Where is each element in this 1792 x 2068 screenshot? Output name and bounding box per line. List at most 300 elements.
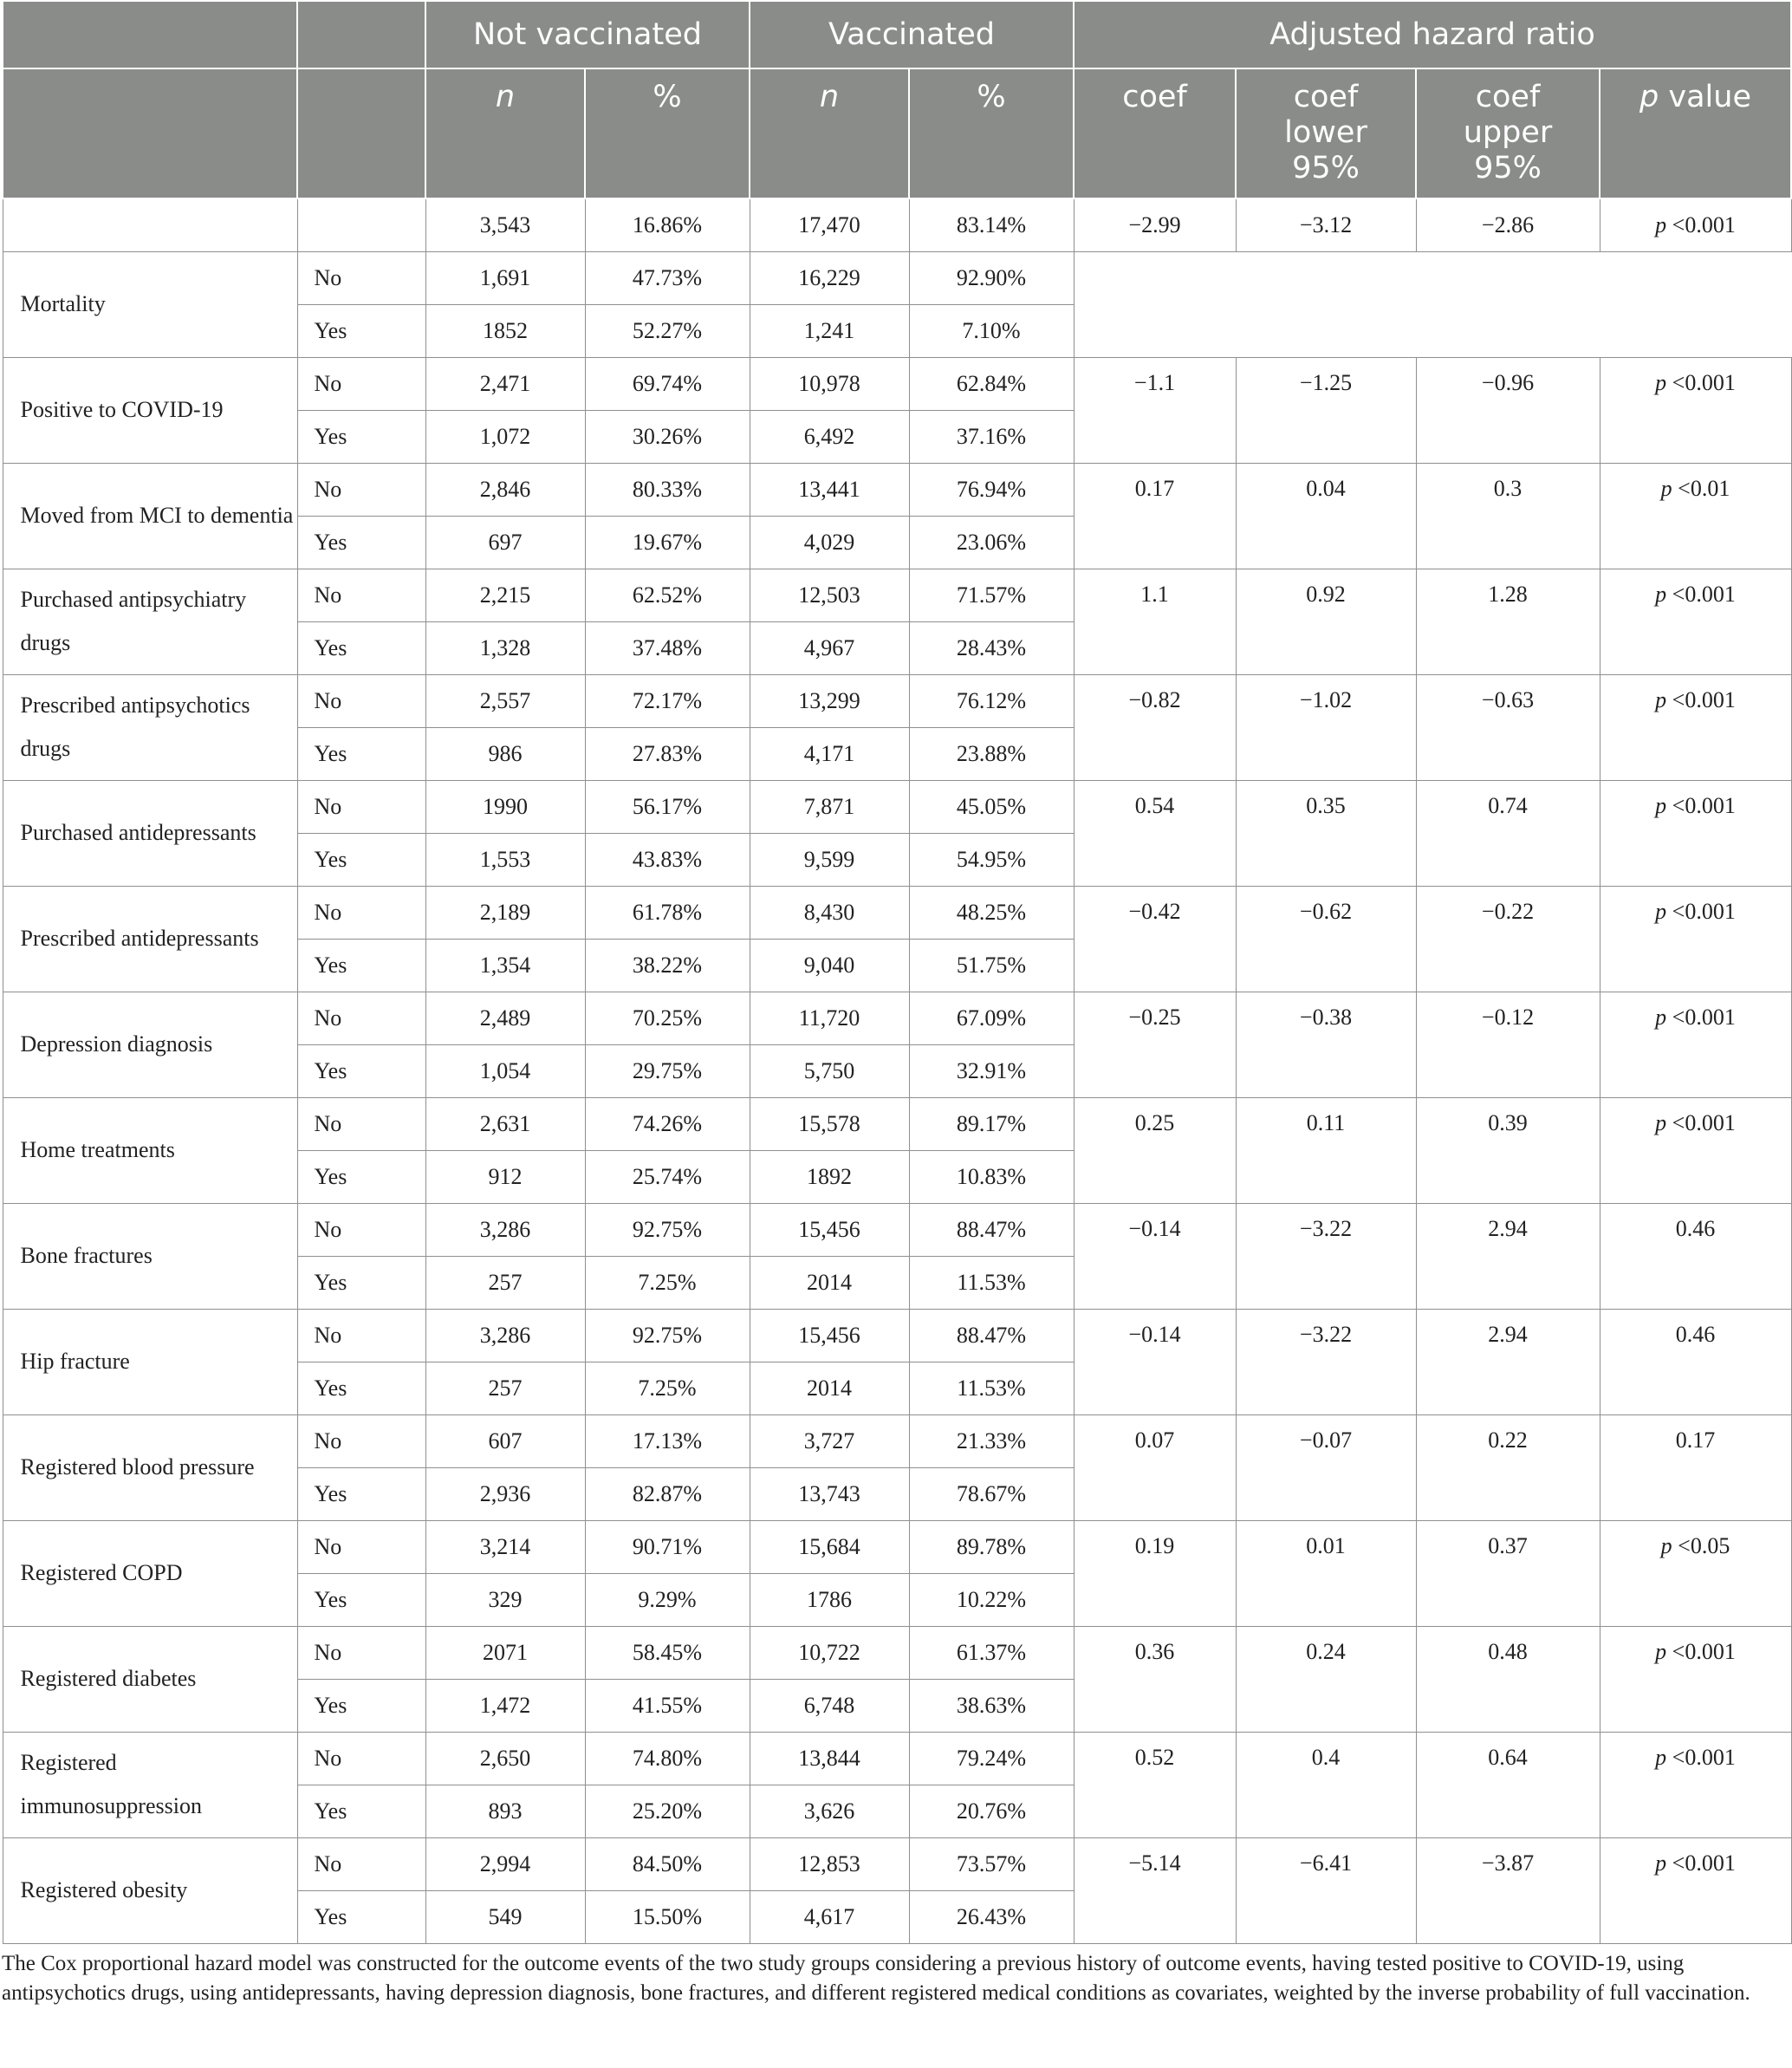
cell-v-pct: 7.10%: [909, 304, 1074, 357]
cell-yes-no: No: [297, 1203, 425, 1256]
cell-nv-pct: 74.80%: [585, 1732, 750, 1785]
cell-yes-no: Yes: [297, 1573, 425, 1626]
row-label: Registered diabetes: [3, 1626, 297, 1732]
cell-yes-no: No: [297, 674, 425, 727]
cell-yes-no: Yes: [297, 304, 425, 357]
cell-coef: −0.42: [1074, 886, 1236, 992]
cell-v-n: 15,456: [750, 1309, 909, 1362]
cell-v-n: 4,171: [750, 727, 909, 780]
header-nv-n: [425, 68, 585, 198]
table-row: [3, 1097, 1791, 1150]
cell-yes-no: No: [297, 463, 425, 516]
header-coef-lower: [1236, 68, 1416, 198]
cell-yes-no: No: [297, 1837, 425, 1890]
cell-yes-no: Yes: [297, 939, 425, 992]
cell-v-n: 15,456: [750, 1203, 909, 1256]
cell-v-n: 15,578: [750, 1097, 909, 1150]
header-nv-pct: %: [585, 68, 750, 198]
cell-nv-pct: 80.33%: [585, 463, 750, 516]
cell-v-pct: 76.12%: [909, 674, 1074, 727]
cell-v-n: 13,743: [750, 1467, 909, 1520]
row-label: Purchased antidepressants: [3, 780, 297, 886]
table-row: [3, 251, 1791, 304]
cell-coef-upper: 0.48: [1416, 1626, 1600, 1732]
cell-yes-no: No: [297, 1309, 425, 1362]
p-prefix: p: [1655, 581, 1667, 607]
cell-v-n: 6,492: [750, 410, 909, 463]
cell-nv-n: 2071: [425, 1626, 585, 1679]
p-prefix: p: [1655, 686, 1667, 712]
header-blank: [3, 1, 297, 68]
cell-yes-no: Yes: [297, 410, 425, 463]
cell-yes-no: No: [297, 1520, 425, 1573]
cell-nv-pct: 30.26%: [585, 410, 750, 463]
header-coef-upper-line1: coef: [1475, 80, 1541, 114]
cell-yes-no: Yes: [297, 516, 425, 569]
cell-nv-pct: 82.87%: [585, 1467, 750, 1520]
cell-v-pct: 38.63%: [909, 1679, 1074, 1732]
row-label: Registered obesity: [3, 1837, 297, 1943]
cell-coef-upper: 0.64: [1416, 1732, 1600, 1837]
cell-v-n: 15,684: [750, 1520, 909, 1573]
cell-v-n: 1,241: [750, 304, 909, 357]
cell-p-value: [1600, 1097, 1791, 1203]
cell-coef-upper: −0.12: [1416, 992, 1600, 1097]
cell-nv-pct: 25.20%: [585, 1785, 750, 1837]
cell-nv-pct: 16.86%: [585, 198, 750, 251]
cell-coef-upper: 0.74: [1416, 780, 1600, 886]
header-coef: coef: [1074, 68, 1236, 198]
cell-v-n: 9,040: [750, 939, 909, 992]
cell-yes-no: Yes: [297, 1256, 425, 1309]
cell-v-n: 6,748: [750, 1679, 909, 1732]
cell-v-pct: 23.88%: [909, 727, 1074, 780]
table-row: [3, 674, 1791, 727]
row-label: Depression diagnosis: [3, 992, 297, 1097]
row-label: Positive to COVID-19: [3, 357, 297, 463]
table-row: [3, 1414, 1791, 1467]
cell-nv-pct: 41.55%: [585, 1679, 750, 1732]
cell-coef-lower: −0.62: [1236, 886, 1416, 992]
cell-nv-n: 607: [425, 1414, 585, 1467]
p-value-text: <0.001: [1672, 686, 1736, 712]
cell-nv-n: 257: [425, 1362, 585, 1414]
table-header: [3, 1, 1791, 198]
p-value-text: <0.001: [1672, 211, 1736, 237]
cell-nv-n: 2,489: [425, 992, 585, 1044]
row-label: Registered COPD: [3, 1520, 297, 1626]
table-row: [3, 357, 1791, 410]
cell-coef-lower: 0.04: [1236, 463, 1416, 569]
cell-p-value: [1600, 357, 1791, 463]
p-value-text: <0.001: [1672, 369, 1736, 395]
cell-coef-upper: −0.96: [1416, 357, 1600, 463]
cell-nv-n: 1,328: [425, 621, 585, 674]
table-footnote: The Cox proportional hazard model was constructed for the outcome events of the two study groups considering a previous history of outcome events, having tested positive to COVID-19, using antipsychotics drugs, using antidepressants, having depression diagnosis, bone fractures, and different registered medical conditions as covariates, weighted by the inverse probability of full vaccination.: [2, 1952, 1750, 2005]
table-row: [3, 886, 1791, 939]
cell-v-pct: 11.53%: [909, 1362, 1074, 1414]
cell-coef-upper: −0.22: [1416, 886, 1600, 992]
table-row: [3, 1837, 1791, 1890]
cell-nv-n: 697: [425, 516, 585, 569]
header-coef-upper-line3: 95%: [1474, 151, 1542, 185]
cell-v-n: 13,299: [750, 674, 909, 727]
cell-v-pct: 79.24%: [909, 1732, 1074, 1785]
cell-coef: −0.82: [1074, 674, 1236, 780]
p-value-text: <0.001: [1672, 1004, 1736, 1030]
cell-nv-pct: 7.25%: [585, 1256, 750, 1309]
cell-yes-no: Yes: [297, 1890, 425, 1943]
cell-nv-pct: 72.17%: [585, 674, 750, 727]
cell-coef: −0.14: [1074, 1309, 1236, 1414]
cell-v-n: 8,430: [750, 886, 909, 939]
p-value-text: <0.01: [1678, 475, 1730, 501]
cell-nv-n: 2,471: [425, 357, 585, 410]
cell-nv-pct: 61.78%: [585, 886, 750, 939]
header-coef-lower-line2: lower: [1284, 115, 1367, 150]
cell-nv-n: 1,054: [425, 1044, 585, 1097]
cell-p-value: [1600, 1309, 1791, 1414]
cell-v-pct: 20.76%: [909, 1785, 1074, 1837]
table-row: [3, 1520, 1791, 1573]
header-p-rest: value: [1659, 80, 1751, 114]
header-v-n: [750, 68, 909, 198]
cell-nv-pct: 52.27%: [585, 304, 750, 357]
p-value-text: <0.001: [1672, 1850, 1736, 1876]
cell-coef-upper: 1.28: [1416, 569, 1600, 674]
cell-coef-lower: 0.11: [1236, 1097, 1416, 1203]
cell-blank: [3, 198, 297, 251]
row-label: Registered immunosuppression: [3, 1732, 297, 1837]
cell-p-value: [1600, 992, 1791, 1097]
table-row: [3, 569, 1791, 621]
cell-coef-upper: 2.94: [1416, 1309, 1600, 1414]
cell-nv-n: 2,994: [425, 1837, 585, 1890]
header-not-vaccinated: Not vaccinated: [425, 1, 750, 68]
cell-p-value: [1600, 569, 1791, 674]
cell-v-pct: 32.91%: [909, 1044, 1074, 1097]
cell-nv-n: 2,936: [425, 1467, 585, 1520]
cell-yes-no: No: [297, 1097, 425, 1150]
cell-yes-no: Yes: [297, 727, 425, 780]
table-row: [3, 1732, 1791, 1785]
header-blank: [297, 68, 425, 198]
table-row: [3, 780, 1791, 833]
p-value-text: 0.46: [1675, 1321, 1716, 1347]
cell-coef: 0.25: [1074, 1097, 1236, 1203]
cell-v-pct: 88.47%: [909, 1309, 1074, 1362]
cell-nv-pct: 56.17%: [585, 780, 750, 833]
cell-v-pct: 67.09%: [909, 992, 1074, 1044]
header-coef-lower-line1: coef: [1293, 80, 1359, 114]
cell-yes-no: Yes: [297, 1679, 425, 1732]
row-label: Moved from MCI to dementia: [3, 463, 297, 569]
cell-yes-no: No: [297, 1626, 425, 1679]
cell-yes-no: Yes: [297, 1467, 425, 1520]
p-prefix: p: [1655, 369, 1667, 395]
cell-nv-pct: 27.83%: [585, 727, 750, 780]
cell-nv-pct: 9.29%: [585, 1573, 750, 1626]
cell-v-pct: 51.75%: [909, 939, 1074, 992]
cell-coef-lower: 0.35: [1236, 780, 1416, 886]
cell-nv-n: 2,650: [425, 1732, 585, 1785]
cell-nv-pct: 43.83%: [585, 833, 750, 886]
header-n-text: n: [819, 80, 840, 114]
header-blank: [297, 1, 425, 68]
p-value-text: 0.46: [1675, 1215, 1716, 1241]
row-label: Mortality: [3, 251, 297, 357]
row-label: Hip fracture: [3, 1309, 297, 1414]
p-prefix: p: [1655, 1850, 1667, 1876]
p-value-text: <0.001: [1672, 792, 1736, 818]
p-prefix: p: [1660, 475, 1672, 501]
cell-coef-lower: 0.24: [1236, 1626, 1416, 1732]
cell-v-pct: 83.14%: [909, 198, 1074, 251]
cell-nv-n: 2,215: [425, 569, 585, 621]
row-label: Prescribed antipsychotics drugs: [3, 674, 297, 780]
cell-v-pct: 73.57%: [909, 1837, 1074, 1890]
cell-coef: 0.54: [1074, 780, 1236, 886]
cell-nv-n: 1,553: [425, 833, 585, 886]
cell-v-pct: 48.25%: [909, 886, 1074, 939]
cell-v-n: 3,626: [750, 1785, 909, 1837]
cell-v-pct: 54.95%: [909, 833, 1074, 886]
cell-coef-lower: −0.07: [1236, 1414, 1416, 1520]
p-value-text: <0.001: [1672, 898, 1736, 924]
row-label: Prescribed antidepressants: [3, 886, 297, 992]
cell-coef-lower: 0.01: [1236, 1520, 1416, 1626]
cell-yes-no: Yes: [297, 1785, 425, 1837]
cell-coef: −0.14: [1074, 1203, 1236, 1309]
p-prefix: p: [1655, 211, 1667, 237]
cell-coef: 0.19: [1074, 1520, 1236, 1626]
cell-nv-pct: 92.75%: [585, 1203, 750, 1256]
header-vaccinated: Vaccinated: [750, 1, 1074, 68]
cell-v-n: 17,470: [750, 198, 909, 251]
cell-p-value: [1600, 1203, 1791, 1309]
cell-nv-pct: 7.25%: [585, 1362, 750, 1414]
cell-p-value: [1600, 463, 1791, 569]
cell-hazard-empty: [1074, 251, 1791, 357]
cell-coef-lower: −3.22: [1236, 1203, 1416, 1309]
hazard-ratio-table: [2, 0, 1792, 1944]
header-coef-upper: [1416, 68, 1600, 198]
cell-coef-upper: 0.39: [1416, 1097, 1600, 1203]
table-row: [3, 1626, 1791, 1679]
cell-p-value: [1600, 1414, 1791, 1520]
cell-v-pct: 45.05%: [909, 780, 1074, 833]
p-value-text: <0.001: [1672, 1109, 1736, 1135]
cell-coef: 1.1: [1074, 569, 1236, 674]
p-prefix: p: [1655, 1004, 1667, 1030]
p-prefix: p: [1660, 1532, 1672, 1558]
cell-nv-n: 1,354: [425, 939, 585, 992]
cell-nv-pct: 58.45%: [585, 1626, 750, 1679]
cell-yes-no: No: [297, 1732, 425, 1785]
cell-coef-upper: −0.63: [1416, 674, 1600, 780]
cell-p-value: [1600, 674, 1791, 780]
p-prefix: p: [1655, 898, 1667, 924]
cell-v-n: 12,503: [750, 569, 909, 621]
cell-v-pct: 10.22%: [909, 1573, 1074, 1626]
p-value-text: <0.001: [1672, 1744, 1736, 1770]
row-label: Bone fractures: [3, 1203, 297, 1309]
cell-yes-no: No: [297, 780, 425, 833]
cell-nv-n: 549: [425, 1890, 585, 1943]
cell-v-n: 5,750: [750, 1044, 909, 1097]
header-v-pct: %: [909, 68, 1074, 198]
cell-v-n: 10,722: [750, 1626, 909, 1679]
table-body: [3, 198, 1791, 1943]
cell-v-pct: 37.16%: [909, 410, 1074, 463]
table-row: [3, 1309, 1791, 1362]
cell-coef: 0.07: [1074, 1414, 1236, 1520]
cell-yes-no: No: [297, 992, 425, 1044]
row-label: Registered blood pressure: [3, 1414, 297, 1520]
cell-coef-upper: 2.94: [1416, 1203, 1600, 1309]
cell-v-n: 1786: [750, 1573, 909, 1626]
cell-v-n: 13,441: [750, 463, 909, 516]
cell-v-n: 2014: [750, 1256, 909, 1309]
cell-yes-no: No: [297, 251, 425, 304]
p-prefix: p: [1655, 1109, 1667, 1135]
cell-v-n: 4,029: [750, 516, 909, 569]
cell-v-n: 3,727: [750, 1414, 909, 1467]
table-row: [3, 992, 1791, 1044]
cell-nv-n: 257: [425, 1256, 585, 1309]
header-n-text: n: [495, 80, 516, 114]
cell-nv-n: 1,072: [425, 410, 585, 463]
cell-v-pct: 88.47%: [909, 1203, 1074, 1256]
cell-nv-pct: 19.67%: [585, 516, 750, 569]
p-value-text: <0.05: [1678, 1532, 1730, 1558]
cell-coef: −0.25: [1074, 992, 1236, 1097]
cell-yes-no: No: [297, 1414, 425, 1467]
cell-coef-upper: −3.87: [1416, 1837, 1600, 1943]
cell-v-n: 7,871: [750, 780, 909, 833]
cell-v-n: 12,853: [750, 1837, 909, 1890]
p-prefix: p: [1655, 792, 1667, 818]
p-prefix: p: [1655, 1744, 1667, 1770]
cell-yes-no: No: [297, 569, 425, 621]
cell-coef: −5.14: [1074, 1837, 1236, 1943]
cell-yes-no: No: [297, 357, 425, 410]
cell-coef-lower: −1.02: [1236, 674, 1416, 780]
cell-nv-pct: 84.50%: [585, 1837, 750, 1890]
table-row: [3, 1203, 1791, 1256]
p-value-text: <0.001: [1672, 1638, 1736, 1664]
p-value-text: 0.17: [1675, 1427, 1716, 1453]
cell-nv-pct: 37.48%: [585, 621, 750, 674]
header-p-value: [1600, 68, 1791, 198]
cell-nv-n: 3,286: [425, 1203, 585, 1256]
row-label: Home treatments: [3, 1097, 297, 1203]
row-label: Purchased antipsychiatry drugs: [3, 569, 297, 674]
cell-nv-n: 1,691: [425, 251, 585, 304]
cell-p-value: [1600, 780, 1791, 886]
cell-nv-n: 2,846: [425, 463, 585, 516]
cell-v-pct: 10.83%: [909, 1150, 1074, 1203]
cell-nv-n: 2,189: [425, 886, 585, 939]
p-prefix: p: [1655, 1638, 1667, 1664]
cell-nv-pct: 92.75%: [585, 1309, 750, 1362]
cell-coef-lower: −0.38: [1236, 992, 1416, 1097]
cell-nv-pct: 90.71%: [585, 1520, 750, 1573]
cell-nv-n: 3,543: [425, 198, 585, 251]
cell-nv-pct: 47.73%: [585, 251, 750, 304]
cell-coef-lower: −3.12: [1236, 198, 1416, 251]
header-coef-upper-line2: upper: [1463, 115, 1553, 150]
cell-coef: 0.36: [1074, 1626, 1236, 1732]
cell-coef-upper: 0.37: [1416, 1520, 1600, 1626]
cell-p-value: [1600, 886, 1791, 992]
cell-p-value: [1600, 1520, 1791, 1626]
cell-coef-lower: 0.4: [1236, 1732, 1416, 1837]
cell-v-n: 9,599: [750, 833, 909, 886]
cell-nv-pct: 70.25%: [585, 992, 750, 1044]
cell-nv-pct: 62.52%: [585, 569, 750, 621]
cell-yes-no: Yes: [297, 1362, 425, 1414]
cell-nv-n: 2,557: [425, 674, 585, 727]
cell-coef-upper: 0.3: [1416, 463, 1600, 569]
cell-coef: 0.17: [1074, 463, 1236, 569]
cell-nv-n: 1,472: [425, 1679, 585, 1732]
cell-coef-lower: 0.92: [1236, 569, 1416, 674]
cell-p-value: [1600, 1626, 1791, 1732]
cell-p-value: [1600, 1837, 1791, 1943]
cell-v-pct: 11.53%: [909, 1256, 1074, 1309]
header-blank: [3, 68, 297, 198]
cell-v-pct: 21.33%: [909, 1414, 1074, 1467]
cell-nv-pct: 17.13%: [585, 1414, 750, 1467]
cell-v-pct: 28.43%: [909, 621, 1074, 674]
cell-v-n: 10,978: [750, 357, 909, 410]
cell-v-pct: 78.67%: [909, 1467, 1074, 1520]
cell-coef-upper: −2.86: [1416, 198, 1600, 251]
cell-nv-n: 893: [425, 1785, 585, 1837]
cell-nv-n: 3,286: [425, 1309, 585, 1362]
cell-nv-n: 3,214: [425, 1520, 585, 1573]
cell-coef-upper: 0.22: [1416, 1414, 1600, 1520]
cell-yes-no: Yes: [297, 1044, 425, 1097]
cell-blank: [297, 198, 425, 251]
header-coef-lower-line3: 95%: [1292, 151, 1360, 185]
cell-nv-pct: 38.22%: [585, 939, 750, 992]
cell-v-pct: 62.84%: [909, 357, 1074, 410]
cell-p-value: [1600, 198, 1791, 251]
cell-yes-no: No: [297, 886, 425, 939]
cell-v-pct: 89.17%: [909, 1097, 1074, 1150]
total-row: [3, 198, 1791, 251]
cell-v-pct: 26.43%: [909, 1890, 1074, 1943]
cell-nv-n: 912: [425, 1150, 585, 1203]
header-p-italic: p: [1639, 80, 1659, 114]
cell-coef: −2.99: [1074, 198, 1236, 251]
cell-v-n: 11,720: [750, 992, 909, 1044]
cell-nv-pct: 74.26%: [585, 1097, 750, 1150]
cell-v-pct: 89.78%: [909, 1520, 1074, 1573]
cell-nv-n: 329: [425, 1573, 585, 1626]
cell-coef: 0.52: [1074, 1732, 1236, 1837]
header-adjusted-hazard-ratio: Adjusted hazard ratio: [1074, 1, 1791, 68]
cell-yes-no: Yes: [297, 833, 425, 886]
p-value-text: <0.001: [1672, 581, 1736, 607]
cell-yes-no: Yes: [297, 1150, 425, 1203]
cell-yes-no: Yes: [297, 621, 425, 674]
cell-nv-n: 1990: [425, 780, 585, 833]
table-row: [3, 463, 1791, 516]
cell-v-n: 16,229: [750, 251, 909, 304]
